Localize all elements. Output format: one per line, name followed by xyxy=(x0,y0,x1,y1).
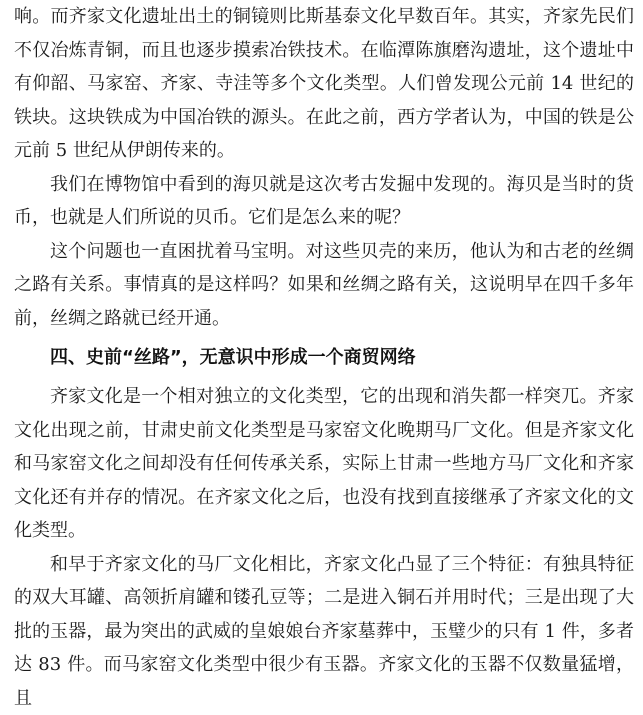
paragraph-3: 这个问题也一直困扰着马宝明。对这些贝壳的来历，他认为和古老的丝绸之路有关系。事情真的是这样吗？如果和丝绸之路有关，这说明早在四千多年前，丝绸之路就已经开通。 xyxy=(14,235,634,336)
paragraph-5: 和早于齐家文化的马厂文化相比，齐家文化凸显了三个特征：有独具特征的双大耳罐、高领折肩罐和镂孔豆等；二是进入铜石并用时代；三是出现了大批的玉器，最为突出的武威的皇娘娘台齐家墓葬中，玉璧少的只有 1 件，多者达 83 件。而马家窑文化类型中很少有玉器。齐家文化的玉器不仅数量猛增，且 xyxy=(14,548,634,715)
section-heading: 四、史前“丝路”，无意识中形成一个商贸网络 xyxy=(14,341,634,375)
paragraph-4: 齐家文化是一个相对独立的文化类型，它的出现和消失都一样突兀。齐家文化出现之前，甘肃史前文化类型是马家窑文化晚期马厂文化。但是齐家文化和马家窑文化之间却没有任何传承关系，实际上甘肃一些地方马厂文化和齐家文化还有并存的情况。在齐家文化之后，也没有找到直接继承了齐家文化的文化类型。 xyxy=(14,380,634,548)
paragraph-2: 我们在博物馆中看到的海贝就是这次考古发掘中发现的。海贝是当时的货币，也就是人们所说的贝币。它们是怎么来的呢？ xyxy=(14,168,634,235)
document-page xyxy=(14,0,634,715)
paragraph-1: 响。而齐家文化遗址出土的铜镜则比斯基泰文化早数百年。其实，齐家先民们不仅冶炼青铜，而且也逐步摸索冶铁技术。在临潭陈旗磨沟遗址，这个遗址中有仰韶、马家窑、齐家、寺洼等多个文化类型。人们曾发现公元前 14 世纪的铁块。这块铁成为中国冶铁的源头。在此之前，西方学者认为，中国的铁是公元前 5 世纪从伊朗传来的。 xyxy=(14,0,634,168)
